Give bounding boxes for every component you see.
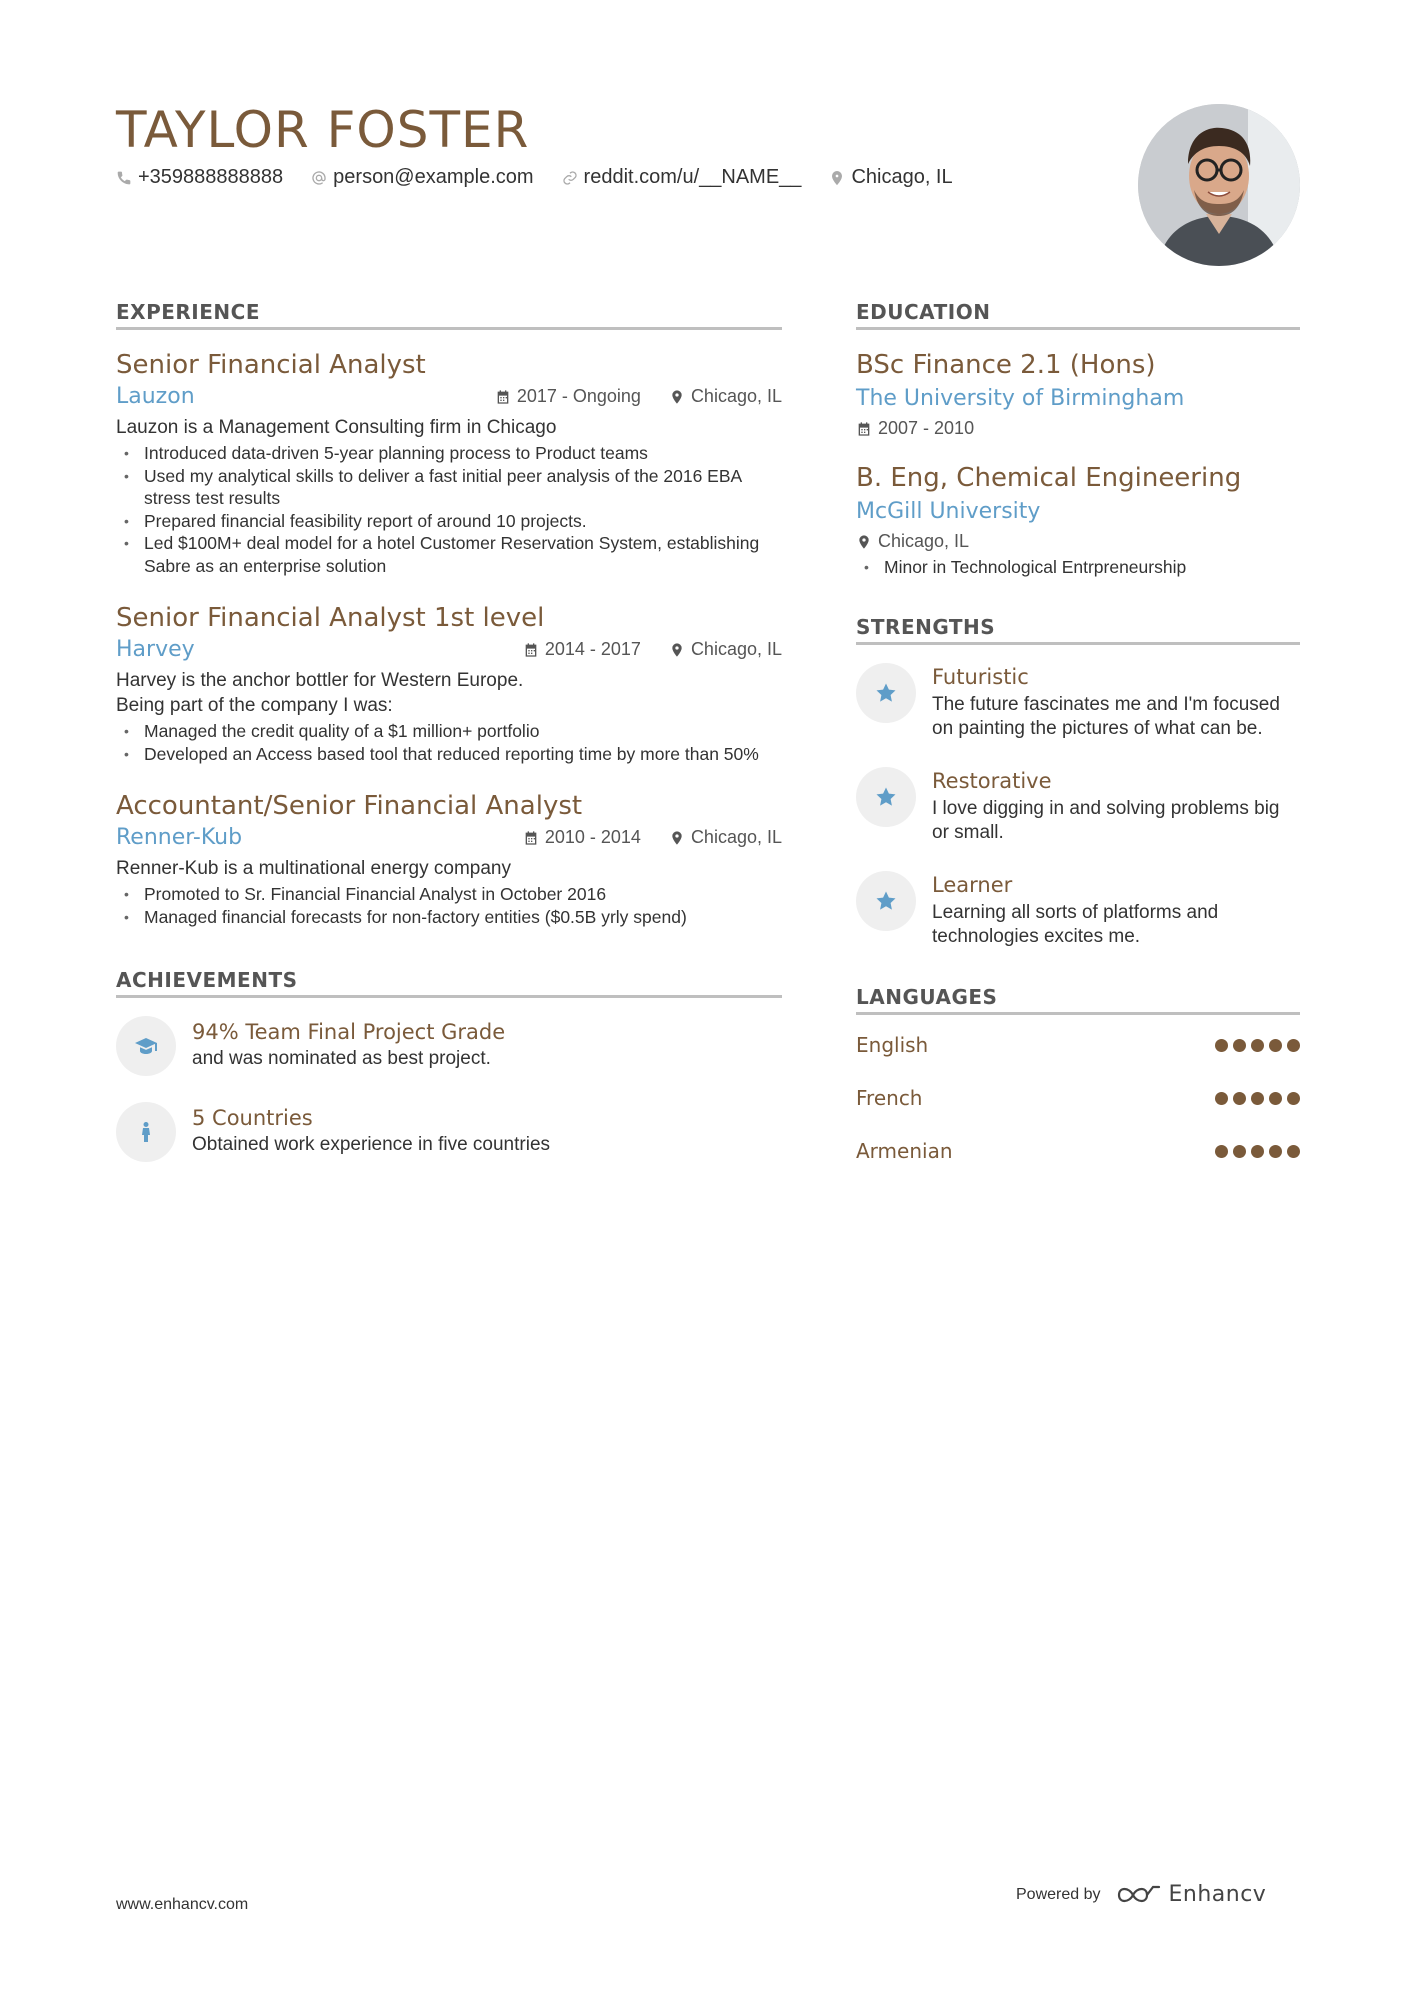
language-name: French — [856, 1086, 923, 1110]
job-location — [669, 639, 782, 660]
education-entry — [856, 348, 1300, 439]
achievement-icon-circle — [116, 1016, 176, 1076]
education-entry — [856, 461, 1300, 579]
strength-content — [932, 663, 1300, 741]
achievement-item — [116, 1102, 782, 1162]
brand-logo[interactable] — [1115, 1882, 1267, 1907]
job-bullets — [116, 442, 782, 577]
job-description: Renner-Kub is a multinational energy company — [116, 858, 511, 879]
calendar-icon — [856, 421, 872, 437]
contact-row — [116, 166, 1096, 189]
language-level — [1215, 1039, 1300, 1052]
achievement-item — [116, 1016, 782, 1076]
link-icon — [562, 170, 578, 186]
language-row — [856, 1125, 1300, 1178]
job-bullet: • Promoted to Sr. Financial Financial Analyst in October 2016 — [116, 883, 782, 906]
footer-branding — [1016, 1882, 1266, 1907]
education-heading: EDUCATION — [856, 300, 1300, 330]
star-icon — [874, 889, 898, 913]
language-level-dot — [1251, 1092, 1264, 1105]
strength-icon-circle — [856, 767, 916, 827]
language-name: Armenian — [856, 1139, 953, 1163]
job-location-text: Chicago, IL — [690, 386, 782, 406]
job-location-text: Chicago, IL — [690, 827, 782, 847]
language-level-dot — [1215, 1039, 1228, 1052]
star-icon — [874, 785, 898, 809]
location-pin-icon — [669, 389, 685, 405]
job-meta-right — [523, 827, 782, 848]
language-level — [1215, 1145, 1300, 1158]
job-meta-right — [495, 386, 782, 407]
job-entry — [116, 789, 782, 928]
avatar — [1138, 104, 1300, 266]
language-level-dot — [1287, 1092, 1300, 1105]
strength-item — [856, 663, 1300, 741]
language-level-dot — [1215, 1092, 1228, 1105]
achievement-content — [192, 1102, 550, 1158]
job-description: Lauzon is a Management Consulting firm in Chicago — [116, 417, 557, 438]
job-title: Accountant/Senior Financial Analyst — [116, 791, 583, 821]
achievement-desc: and was nominated as best project. — [192, 1048, 491, 1069]
job-bullet: • Introduced data-driven 5-year planning process to Product teams — [116, 442, 782, 465]
language-level-dot — [1287, 1039, 1300, 1052]
at-icon — [311, 170, 327, 186]
brand-name: Enhancv — [1168, 1882, 1267, 1907]
location-pin-icon — [669, 830, 685, 846]
job-meta — [116, 384, 782, 409]
company-name: Lauzon — [116, 384, 195, 409]
achievement-icon-circle — [116, 1102, 176, 1162]
job-dates-text: 2017 - Ongoing — [516, 386, 641, 406]
strength-title: Learner — [932, 872, 1013, 897]
job-description-2: Being part of the company I was: — [116, 695, 393, 716]
job-dates — [495, 386, 641, 407]
job-location — [669, 827, 782, 848]
education-bullet: • Minor in Technological Entrpreneurship — [856, 556, 1300, 579]
calendar-icon — [495, 389, 511, 405]
contact-location — [829, 166, 952, 189]
location-pin-icon — [829, 170, 845, 186]
strength-title: Restorative — [932, 768, 1052, 793]
degree: BSc Finance 2.1 (Hons) — [856, 350, 1156, 380]
left-column — [116, 300, 782, 1188]
job-description: Harvey is the anchor bottler for Western Europe. — [116, 670, 524, 691]
school-name: McGill University — [856, 499, 1041, 524]
job-location — [669, 386, 782, 407]
education-dates — [856, 418, 1300, 439]
strength-desc: I love digging in and solving problems big or small. — [932, 797, 1280, 843]
experience-heading: EXPERIENCE — [116, 300, 782, 330]
job-location-text: Chicago, IL — [690, 639, 782, 659]
job-dates — [523, 639, 641, 660]
language-level-dot — [1233, 1092, 1246, 1105]
strength-icon-circle — [856, 663, 916, 723]
language-level-dot — [1233, 1145, 1246, 1158]
footer-website[interactable]: www.enhancv.com — [116, 1896, 249, 1913]
language-level-dot — [1269, 1145, 1282, 1158]
strength-content — [932, 767, 1300, 845]
job-entry — [116, 348, 782, 577]
job-meta — [116, 637, 782, 662]
strengths-heading: STRENGTHS — [856, 615, 1300, 645]
achievement-title: 5 Countries — [192, 1106, 313, 1130]
strength-item — [856, 767, 1300, 845]
job-meta-right — [523, 639, 782, 660]
strength-title: Futuristic — [932, 664, 1029, 689]
strength-desc: Learning all sorts of platforms and technologies excites me. — [932, 901, 1219, 947]
candidate-name: TAYLOR FOSTER — [116, 101, 530, 159]
job-bullet: • Managed financial forecasts for non-factory entities ($0.5B yrly spend) — [116, 906, 782, 929]
right-column — [856, 300, 1300, 1178]
location-text: Chicago, IL — [851, 166, 953, 188]
language-row — [856, 1019, 1300, 1072]
degree: B. Eng, Chemical Engineering — [856, 463, 1242, 493]
job-bullet: • Developed an Access based tool that reduced reporting time by more than 50% — [116, 743, 782, 766]
language-level-dot — [1251, 1145, 1264, 1158]
phone-text: +359888888888 — [138, 166, 284, 188]
strength-desc: The future fascinates me and I'm focused on painting the pictures of what can be. — [932, 693, 1280, 739]
language-level-dot — [1269, 1039, 1282, 1052]
job-meta — [116, 825, 782, 850]
job-dates — [523, 827, 641, 848]
language-level — [1215, 1092, 1300, 1105]
language-level-dot — [1287, 1145, 1300, 1158]
graduation-cap-icon — [134, 1034, 158, 1058]
job-bullet: • Led $100M+ deal model for a hotel Customer Reservation System, establishing Sabre as an enterprise solution — [116, 532, 782, 577]
language-row — [856, 1072, 1300, 1125]
header — [116, 96, 1096, 189]
contact-email[interactable] — [311, 166, 533, 189]
achievement-content — [192, 1016, 505, 1072]
language-level-dot — [1215, 1145, 1228, 1158]
location-pin-icon — [669, 642, 685, 658]
job-title: Senior Financial Analyst — [116, 350, 426, 380]
languages-heading: LANGUAGES — [856, 985, 1300, 1015]
company-name: Harvey — [116, 637, 195, 662]
person-icon — [134, 1120, 158, 1144]
job-bullets — [116, 720, 782, 765]
language-name: English — [856, 1033, 929, 1057]
calendar-icon — [523, 830, 539, 846]
language-level-dot — [1233, 1039, 1246, 1052]
achievement-title: 94% Team Final Project Grade — [192, 1020, 506, 1044]
strength-item — [856, 871, 1300, 949]
language-level-dot — [1269, 1092, 1282, 1105]
powered-by-text: Powered by — [1016, 1885, 1101, 1903]
job-bullet: • Used my analytical skills to deliver a fast initial peer analysis of the 2016 EBA stress test results — [116, 465, 782, 510]
job-dates-text: 2010 - 2014 — [544, 827, 641, 847]
strength-content — [932, 871, 1300, 949]
contact-link[interactable] — [562, 166, 802, 189]
achievements-heading: ACHIEVEMENTS — [116, 968, 782, 998]
strength-icon-circle — [856, 871, 916, 931]
job-title: Senior Financial Analyst 1st level — [116, 603, 545, 633]
contact-phone — [116, 166, 283, 189]
link-text: reddit.com/u/__NAME__ — [583, 166, 802, 188]
profile-photo — [1138, 104, 1300, 266]
school-name: The University of Birmingham — [856, 386, 1185, 411]
company-name: Renner-Kub — [116, 825, 243, 850]
enhancv-logo-icon — [1115, 1883, 1161, 1907]
phone-icon — [116, 170, 132, 186]
location-pin-icon — [856, 534, 872, 550]
job-entry — [116, 601, 782, 765]
star-icon — [874, 681, 898, 705]
language-level-dot — [1251, 1039, 1264, 1052]
education-bullets — [856, 556, 1300, 579]
email-text: person@example.com — [333, 166, 534, 188]
job-bullets — [116, 883, 782, 928]
education-dates-text: 2007 - 2010 — [878, 418, 975, 438]
education-location — [856, 531, 1300, 552]
job-dates-text: 2014 - 2017 — [544, 639, 641, 659]
calendar-icon — [523, 642, 539, 658]
job-bullet: • Managed the credit quality of a $1 million+ portfolio — [116, 720, 782, 743]
achievement-desc: Obtained work experience in five countries — [192, 1134, 551, 1155]
job-bullet: • Prepared financial feasibility report of around 10 projects. — [116, 510, 782, 533]
education-location-text: Chicago, IL — [878, 531, 970, 551]
